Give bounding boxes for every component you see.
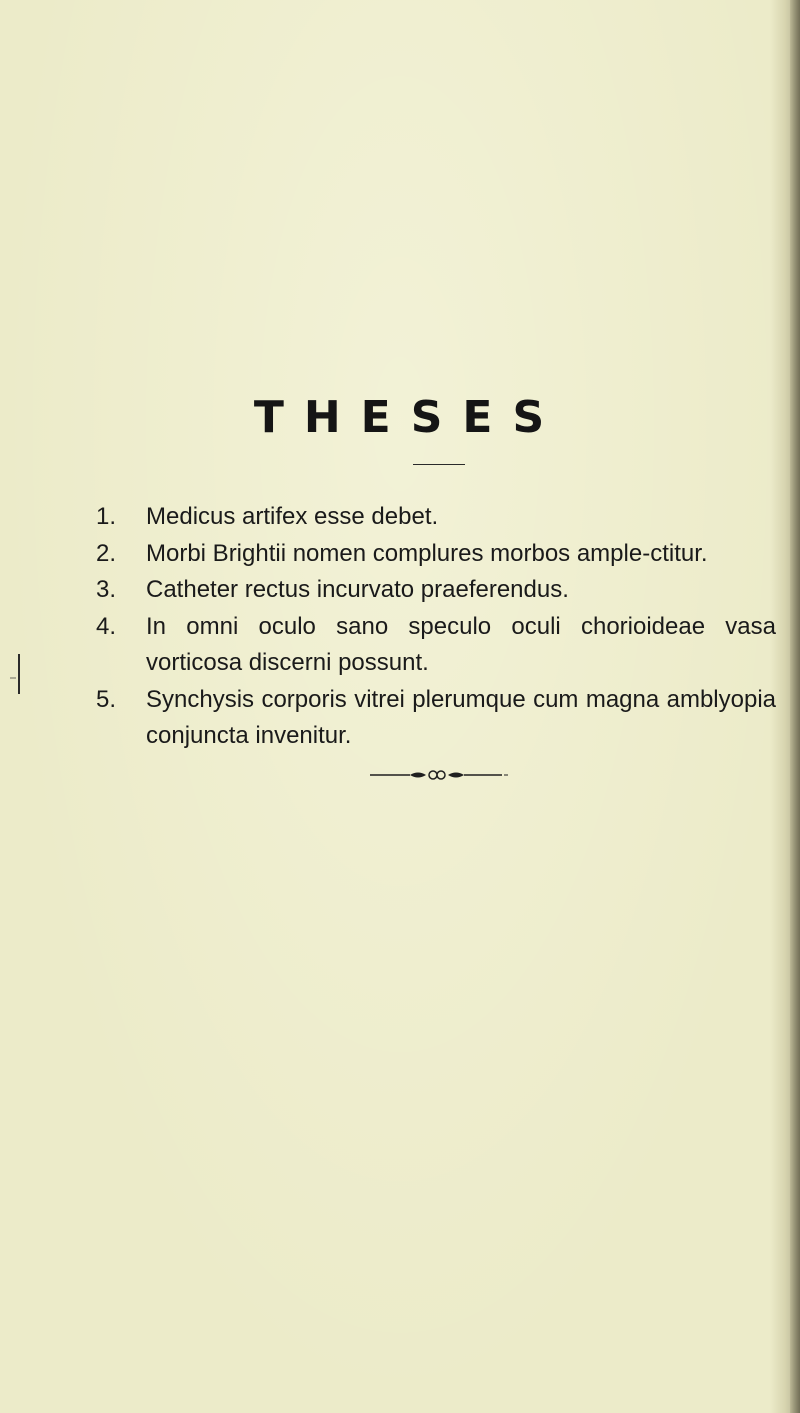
thesis-number: 5. [96, 685, 117, 713]
page-edge-shadow [790, 0, 800, 1413]
decorative-divider-ornament [370, 768, 510, 782]
thesis-number: 3. [96, 576, 117, 603]
thesis-number: 2. [96, 539, 117, 567]
thesis-item [96, 499, 776, 536]
title-underline [413, 464, 465, 465]
thesis-text: In omni oculo sano speculo oculi chorioideae vasa vorticosa discerni possunt. [146, 612, 776, 676]
thesis-text: Medicus artifex esse debet. [146, 503, 439, 530]
thesis-item [96, 609, 776, 682]
margin-bracket-mark [8, 652, 24, 696]
thesis-item [96, 682, 776, 755]
thesis-text: Synchysis corporis vitrei plerumque cum magna amblyopia conjuncta invenitur. [146, 685, 776, 749]
theses-list [96, 499, 776, 755]
thesis-text: Morbi Brightii nomen complures morbos ample-ctitur. [146, 539, 708, 567]
thesis-number: 1. [96, 503, 117, 530]
page-title: THESES [253, 392, 565, 443]
thesis-number: 4. [96, 612, 117, 640]
thesis-text: Catheter rectus incurvato praeferendus. [146, 576, 569, 603]
thesis-item [96, 572, 776, 609]
thesis-item [96, 536, 776, 573]
